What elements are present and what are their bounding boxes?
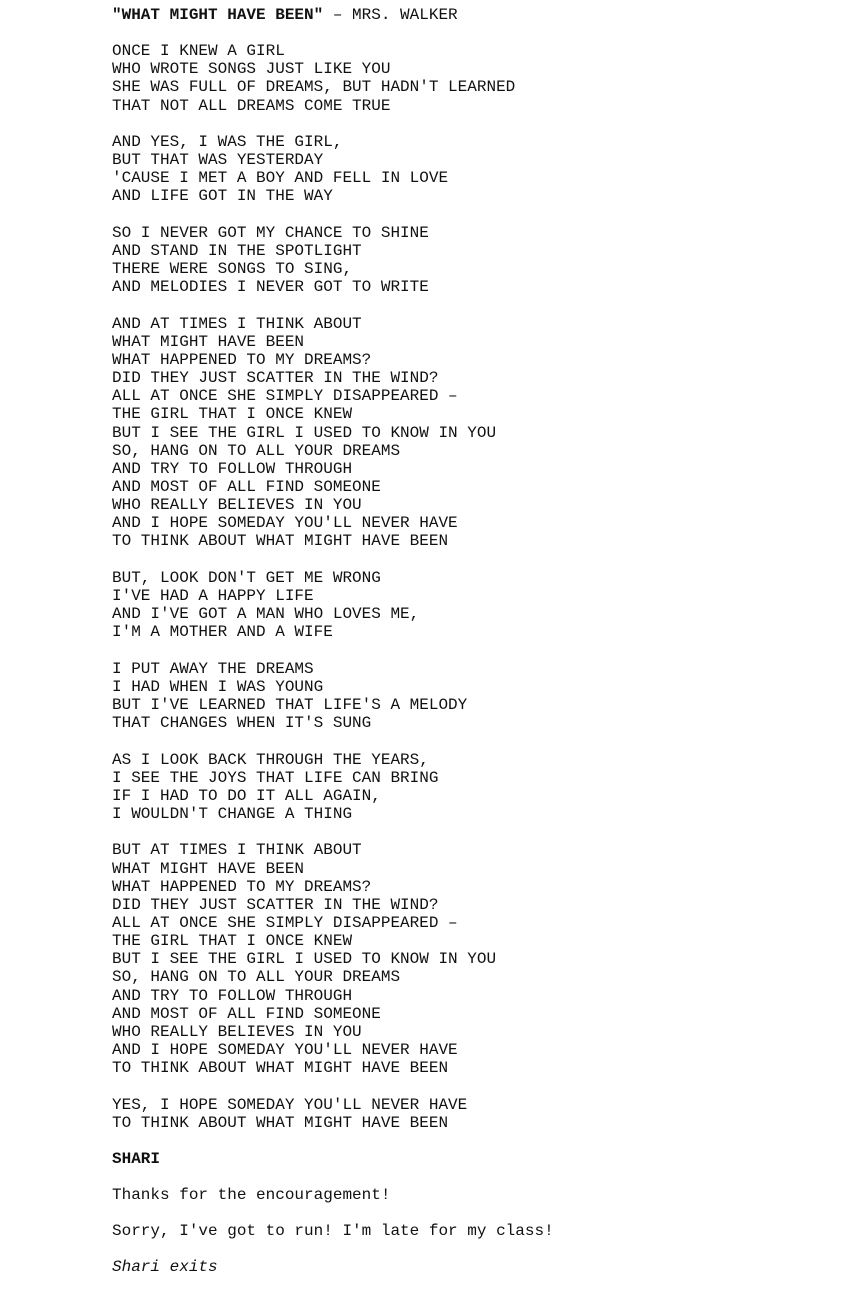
- lyric-line: DID THEY JUST SCATTER IN THE WIND?: [112, 895, 439, 914]
- lyric-line: SO I NEVER GOT MY CHANCE TO SHINE: [112, 223, 429, 242]
- lyric-line: 'CAUSE I MET A BOY AND FELL IN LOVE: [112, 169, 449, 188]
- lyric-line: AND I HOPE SOMEDAY YOU'LL NEVER HAVE: [112, 1040, 458, 1059]
- lyric-line: IF I HAD TO DO IT ALL AGAIN,: [112, 786, 381, 805]
- lyric-line: WHO REALLY BELIEVES IN YOU: [112, 1022, 362, 1041]
- lyric-line: THE GIRL THAT I ONCE KNEW: [112, 405, 353, 424]
- lyric-line: SHE WAS FULL OF DREAMS, BUT HADN'T LEARNED: [112, 78, 516, 97]
- lyric-line: I SEE THE JOYS THAT LIFE CAN BRING: [112, 768, 439, 787]
- lyric-line: I'VE HAD A HAPPY LIFE: [112, 586, 314, 605]
- lyric-line: ALL AT ONCE SHE SIMPLY DISAPPEARED –: [112, 387, 458, 406]
- lyric-line: AND LIFE GOT IN THE WAY: [112, 187, 333, 206]
- lyric-line: AND TRY TO FOLLOW THROUGH: [112, 459, 353, 478]
- lyric-line: WHAT HAPPENED TO MY DREAMS?: [112, 351, 372, 369]
- lyric-line: AND MELODIES I NEVER GOT TO WRITE: [112, 278, 429, 297]
- lyric-line: THERE WERE SONGS TO SING,: [112, 260, 353, 279]
- lyric-line: WHAT MIGHT HAVE BEEN: [112, 859, 305, 878]
- lyric-line: AND STAND IN THE SPOTLIGHT: [112, 242, 362, 260]
- lyric-line: WHAT MIGHT HAVE BEEN: [112, 332, 305, 351]
- lyric-line: BUT I'VE LEARNED THAT LIFE'S A MELODY: [112, 695, 468, 714]
- lyric-line: AND AT TIMES I THINK ABOUT: [112, 314, 362, 333]
- lyric-line: DID THEY JUST SCATTER IN THE WIND?: [112, 369, 439, 388]
- script-page: [112, 6, 842, 1276]
- lyric-line: I WOULDN'T CHANGE A THING: [112, 804, 353, 823]
- lyric-line: I'M A MOTHER AND A WIFE: [112, 623, 333, 642]
- lyric-line: THAT CHANGES WHEN IT'S SUNG: [112, 714, 372, 733]
- lyric-line: SO, HANG ON TO ALL YOUR DREAMS: [112, 441, 401, 460]
- lyric-line: AND MOST OF ALL FIND SOMEONE: [112, 477, 381, 496]
- song-title: "WHAT MIGHT HAVE BEEN": [112, 6, 324, 24]
- lyric-line: THE GIRL THAT I ONCE KNEW: [112, 932, 353, 951]
- song-byline: – MRS. WALKER: [323, 6, 458, 24]
- lyric-line: SO, HANG ON TO ALL YOUR DREAMS: [112, 968, 401, 987]
- lyric-stanza: [112, 569, 842, 642]
- dialogue-line: Thanks for the encouragement!: [112, 1186, 391, 1205]
- lyric-line: AS I LOOK BACK THROUGH THE YEARS,: [112, 750, 429, 769]
- lyric-line: BUT AT TIMES I THINK ABOUT: [112, 841, 362, 860]
- lyric-stanza: [112, 133, 842, 206]
- lyric-line: THAT NOT ALL DREAMS COME TRUE: [112, 96, 391, 115]
- lyric-line: WHO WROTE SONGS JUST LIKE YOU: [112, 60, 391, 79]
- dialogue-line: Sorry, I've got to run! I'm late for my class!: [112, 1222, 554, 1241]
- character-name: SHARI: [112, 1150, 161, 1169]
- stage-direction: Shari exits: [112, 1258, 218, 1277]
- lyric-stanza: [112, 660, 842, 733]
- lyric-line: TO THINK ABOUT WHAT MIGHT HAVE BEEN: [112, 1059, 449, 1078]
- lyric-line: I PUT AWAY THE DREAMS: [112, 659, 314, 678]
- lyric-stanza: [112, 42, 842, 115]
- lyric-line: AND YES, I WAS THE GIRL,: [112, 133, 343, 151]
- lyric-stanza: [112, 224, 842, 297]
- lyric-line: ONCE I KNEW A GIRL: [112, 42, 285, 61]
- lyric-stanza: [112, 841, 842, 1077]
- lyric-line: TO THINK ABOUT WHAT MIGHT HAVE BEEN: [112, 1113, 449, 1132]
- lyric-stanza: [112, 1096, 842, 1132]
- lyric-line: TO THINK ABOUT WHAT MIGHT HAVE BEEN: [112, 532, 449, 551]
- lyric-line: I HAD WHEN I WAS YOUNG: [112, 677, 324, 696]
- lyric-line: BUT I SEE THE GIRL I USED TO KNOW IN YOU: [112, 423, 497, 442]
- lyric-line: AND MOST OF ALL FIND SOMEONE: [112, 1004, 381, 1023]
- lyric-line: BUT THAT WAS YESTERDAY: [112, 151, 324, 170]
- lyric-line: WHO REALLY BELIEVES IN YOU: [112, 496, 362, 515]
- lyric-line: YES, I HOPE SOMEDAY YOU'LL NEVER HAVE: [112, 1095, 468, 1114]
- lyric-line: WHAT HAPPENED TO MY DREAMS?: [112, 877, 372, 896]
- lyric-line: BUT I SEE THE GIRL I USED TO KNOW IN YOU: [112, 950, 497, 969]
- lyric-line: ALL AT ONCE SHE SIMPLY DISAPPEARED –: [112, 913, 458, 932]
- lyric-stanza: [112, 315, 842, 551]
- lyric-line: BUT, LOOK DON'T GET ME WRONG: [112, 568, 381, 587]
- song-lyrics: [112, 42, 842, 1132]
- lyric-line: AND TRY TO FOLLOW THROUGH: [112, 986, 353, 1005]
- lyric-line: AND I HOPE SOMEDAY YOU'LL NEVER HAVE: [112, 514, 458, 533]
- lyric-line: AND I'VE GOT A MAN WHO LOVES ME,: [112, 605, 420, 624]
- song-heading: [112, 6, 842, 24]
- lyric-stanza: [112, 751, 842, 824]
